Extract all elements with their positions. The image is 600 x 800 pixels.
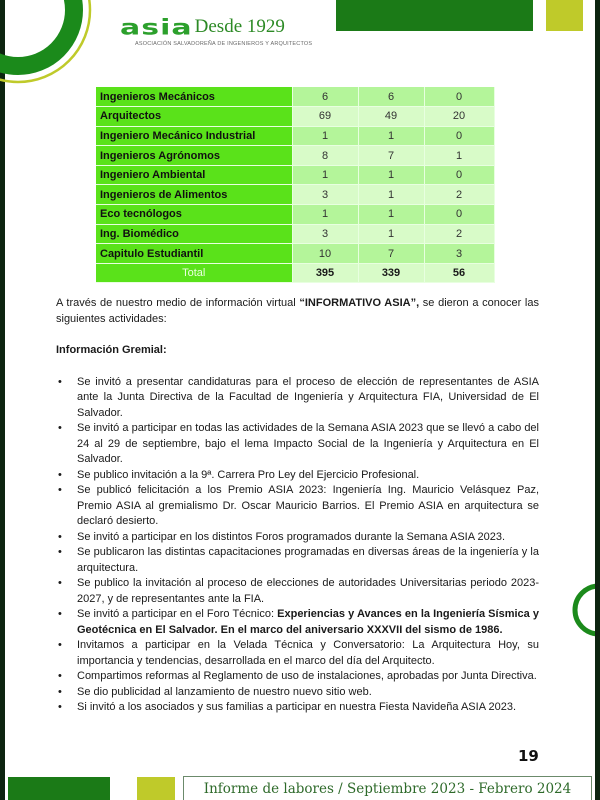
cell-value: 10 bbox=[292, 244, 358, 264]
activity-list bbox=[56, 375, 539, 716]
list-item: • Se invitó a participar en los distintos Foros programados durante la Semana ASIA 2023. bbox=[56, 530, 539, 546]
cell-value: 2 bbox=[424, 224, 494, 244]
footer-title: Informe de labores / Septiembre 2023 - Febrero 2024 bbox=[203, 780, 572, 797]
list-item: • Compartimos reformas al Reglamento de uso de instalaciones, aprobadas por Junta Directiva. bbox=[56, 669, 539, 685]
row-label: Ingenieros de Alimentos bbox=[96, 185, 292, 205]
decorative-arc-top-left bbox=[0, 0, 110, 110]
page-number: 19 bbox=[518, 747, 539, 765]
table-row bbox=[96, 224, 494, 244]
cell-value: 0 bbox=[424, 87, 494, 107]
cell-value: 6 bbox=[358, 87, 424, 107]
list-item: • Se publico invitación a la 9ª. Carrera Pro Ley del Ejercicio Profesional. bbox=[56, 468, 539, 484]
cell-value: 0 bbox=[424, 165, 494, 185]
table-row bbox=[96, 126, 494, 146]
intro-text-end: se dieron a conocer las siguientes actividades: bbox=[56, 297, 539, 325]
cell-value: 1 bbox=[358, 126, 424, 146]
row-label: Eco tecnólogos bbox=[96, 205, 292, 225]
table-row bbox=[96, 165, 494, 185]
row-label: Ing. Biomédico bbox=[96, 224, 292, 244]
table-row bbox=[96, 87, 494, 107]
table-total-row bbox=[96, 263, 494, 283]
cell-value: 1 bbox=[358, 224, 424, 244]
total-value: 395 bbox=[292, 263, 358, 283]
list-item: • Se invitó a participar en todas las actividades de la Semana ASIA 2023 que se llevó a cabo del 24 al 29 de septiembre, bajo el lema Impacto Social de la Ingeniería y Arquitectura en El Salvador. bbox=[56, 421, 539, 468]
cell-value: 6 bbox=[292, 87, 358, 107]
list-item: • Si invitó a los asociados y sus familias a participar en nuestra Fiesta Navideña ASIA 2023. bbox=[56, 700, 539, 716]
cell-value: 2 bbox=[424, 185, 494, 205]
total-value: 339 bbox=[358, 263, 424, 283]
logo-subtitle: ASOCIACIÓN SALVADOREÑA DE INGENIEROS Y ARQUITECTOS bbox=[135, 41, 313, 47]
cell-value: 3 bbox=[292, 185, 358, 205]
list-item: • Se invitó a presentar candidaturas para el proceso de elección de representantes de ASIA ante la Junta Directiva de la Facultad de Ingeniería y Arquitectura FIA, Universidad de El Salvador. bbox=[56, 375, 539, 422]
row-label: Arquitectos bbox=[96, 107, 292, 127]
row-label: Ingeniero Mecánico Industrial bbox=[96, 126, 292, 146]
cell-value: 1 bbox=[358, 185, 424, 205]
footer-yellow-block bbox=[137, 777, 175, 800]
cell-value: 1 bbox=[358, 165, 424, 185]
cell-value: 20 bbox=[424, 107, 494, 127]
membership-table bbox=[96, 87, 495, 283]
header-green-bar bbox=[336, 0, 533, 31]
page-left-border bbox=[0, 0, 5, 800]
list-item: • Invitamos a participar en la Velada Técnica y Conversatorio: La Arquitectura Hoy, su importancia y tendencias, desarrollada en el marco del día del Arquitecto. bbox=[56, 638, 539, 669]
cell-value: 7 bbox=[358, 146, 424, 166]
cell-value: 7 bbox=[358, 244, 424, 264]
intro-text: A través de nuestro medio de información virtual bbox=[56, 297, 300, 309]
footer-green-bar bbox=[8, 777, 110, 800]
table-row bbox=[96, 146, 494, 166]
cell-value: 0 bbox=[424, 205, 494, 225]
body-content bbox=[56, 296, 539, 716]
cell-value: 1 bbox=[358, 205, 424, 225]
cell-value: 49 bbox=[358, 107, 424, 127]
cell-value: 0 bbox=[424, 126, 494, 146]
decorative-arc-right bbox=[567, 580, 595, 640]
table-row bbox=[96, 107, 494, 127]
intro-paragraph bbox=[56, 296, 539, 327]
row-label: Ingeniero Ambiental bbox=[96, 165, 292, 185]
list-item: • Se dio publicidad al lanzamiento de nuestro nuevo sitio web. bbox=[56, 685, 539, 701]
footer-title-box bbox=[183, 776, 592, 800]
row-label: Capitulo Estudiantil bbox=[96, 244, 292, 264]
item-text: Se invitó a participar en el Foro Técnico: bbox=[77, 608, 278, 620]
table-row bbox=[96, 185, 494, 205]
header-yellow-block bbox=[546, 0, 583, 31]
row-label: Ingenieros Agrónomos bbox=[96, 146, 292, 166]
list-item: • Se publicó felicitación a los Premio ASIA 2023: Ingeniería Ing. Mauricio Velásquez Paz, Premio ASIA al gremialismo Dr. Oscar Mauricio Barrios. El Premio ASIA en arquitectura se declaró desierto. bbox=[56, 483, 539, 530]
cell-value: 1 bbox=[292, 126, 358, 146]
list-item: • Se publico la invitación al proceso de elecciones de autoridades Universitarias periodo 2023-2027, y de representantes ante la FIA. bbox=[56, 576, 539, 607]
item-bold-text: Experiencias y Avances en la Ingeniería Sísmica y Geotécnica en El Salvador. En el marco del aniversario XXXVII del sismo de 1986. bbox=[77, 608, 539, 636]
table-row bbox=[96, 244, 494, 264]
logo-wordmark: asia bbox=[120, 14, 193, 41]
cell-value: 1 bbox=[292, 205, 358, 225]
page-right-border bbox=[595, 0, 600, 800]
asia-logo bbox=[120, 10, 312, 47]
logo-since: Desde 1929 bbox=[194, 16, 285, 37]
section-heading: Información Gremial: bbox=[56, 344, 167, 356]
total-value: 56 bbox=[424, 263, 494, 283]
cell-value: 1 bbox=[424, 146, 494, 166]
cell-value: 8 bbox=[292, 146, 358, 166]
cell-value: 1 bbox=[292, 165, 358, 185]
total-label: Total bbox=[96, 263, 292, 283]
table-row bbox=[96, 205, 494, 225]
row-label: Ingenieros Mecánicos bbox=[96, 87, 292, 107]
cell-value: 3 bbox=[292, 224, 358, 244]
intro-highlight: “INFORMATIVO ASIA”, bbox=[299, 297, 420, 309]
cell-value: 3 bbox=[424, 244, 494, 264]
list-item bbox=[56, 607, 539, 638]
list-item: • Se publicaron las distintas capacitaciones programadas en diversas áreas de la ingeniería y la arquitectura. bbox=[56, 545, 539, 576]
cell-value: 69 bbox=[292, 107, 358, 127]
